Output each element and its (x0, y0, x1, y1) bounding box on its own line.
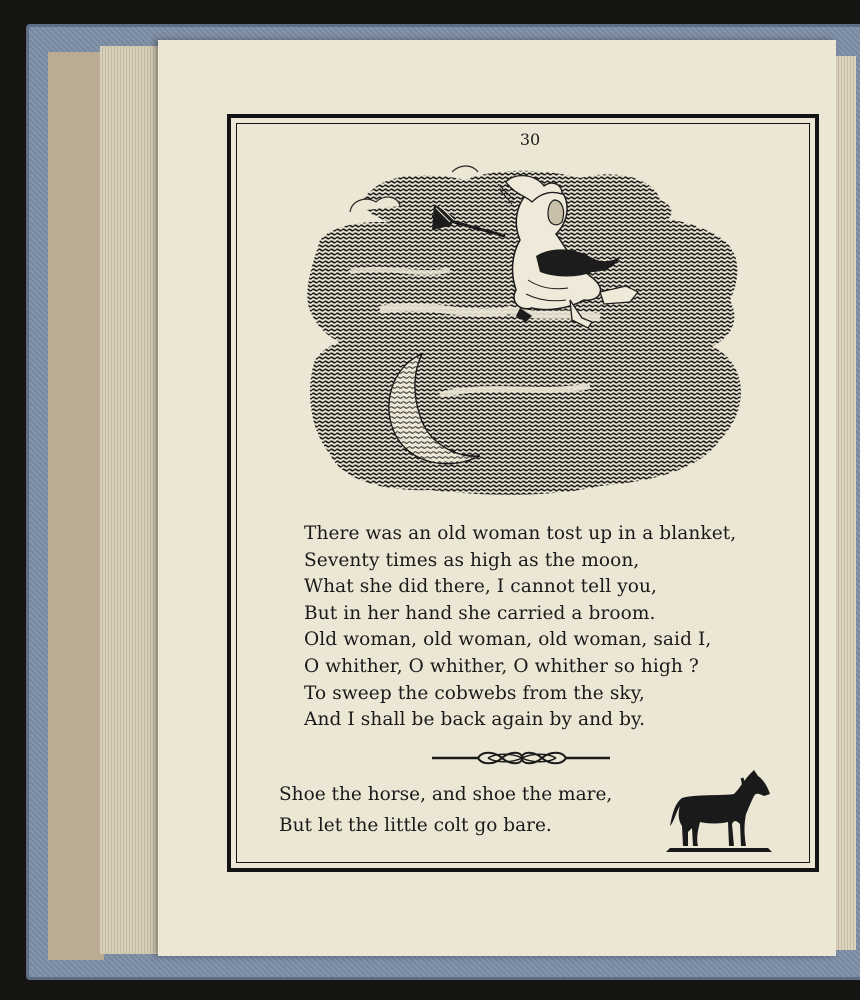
page-edges (100, 46, 162, 954)
horse-silhouette-icon (664, 768, 776, 860)
right-page-edge (836, 56, 856, 950)
poem-old-woman (304, 521, 784, 734)
poem-line: And I shall be back again by and by. (304, 709, 646, 731)
old-woman-illustration (300, 160, 750, 514)
poem-line: Seventy times as high as the moon, (304, 549, 640, 571)
page-number: 30 (519, 130, 541, 149)
poem-line: What she did there, I cannot tell you, (304, 576, 657, 598)
decorative-divider-icon (432, 748, 612, 772)
poem-line: O whither, O whither, O whither so high ? (304, 655, 699, 677)
rhyme-shoe-the-horse (279, 779, 659, 841)
rhyme-line: But let the little colt go bare. (279, 815, 552, 836)
poem-line: But in her hand she carried a broom. (304, 602, 656, 624)
spine-paper (48, 52, 104, 960)
poem-line: To sweep the cobwebs from the sky, (304, 682, 645, 704)
rhyme-line: Shoe the horse, and shoe the mare, (279, 784, 613, 805)
poem-line: There was an old woman tost up in a blanket, (304, 523, 737, 544)
poem-line: Old woman, old woman, old woman, said I, (304, 629, 712, 651)
